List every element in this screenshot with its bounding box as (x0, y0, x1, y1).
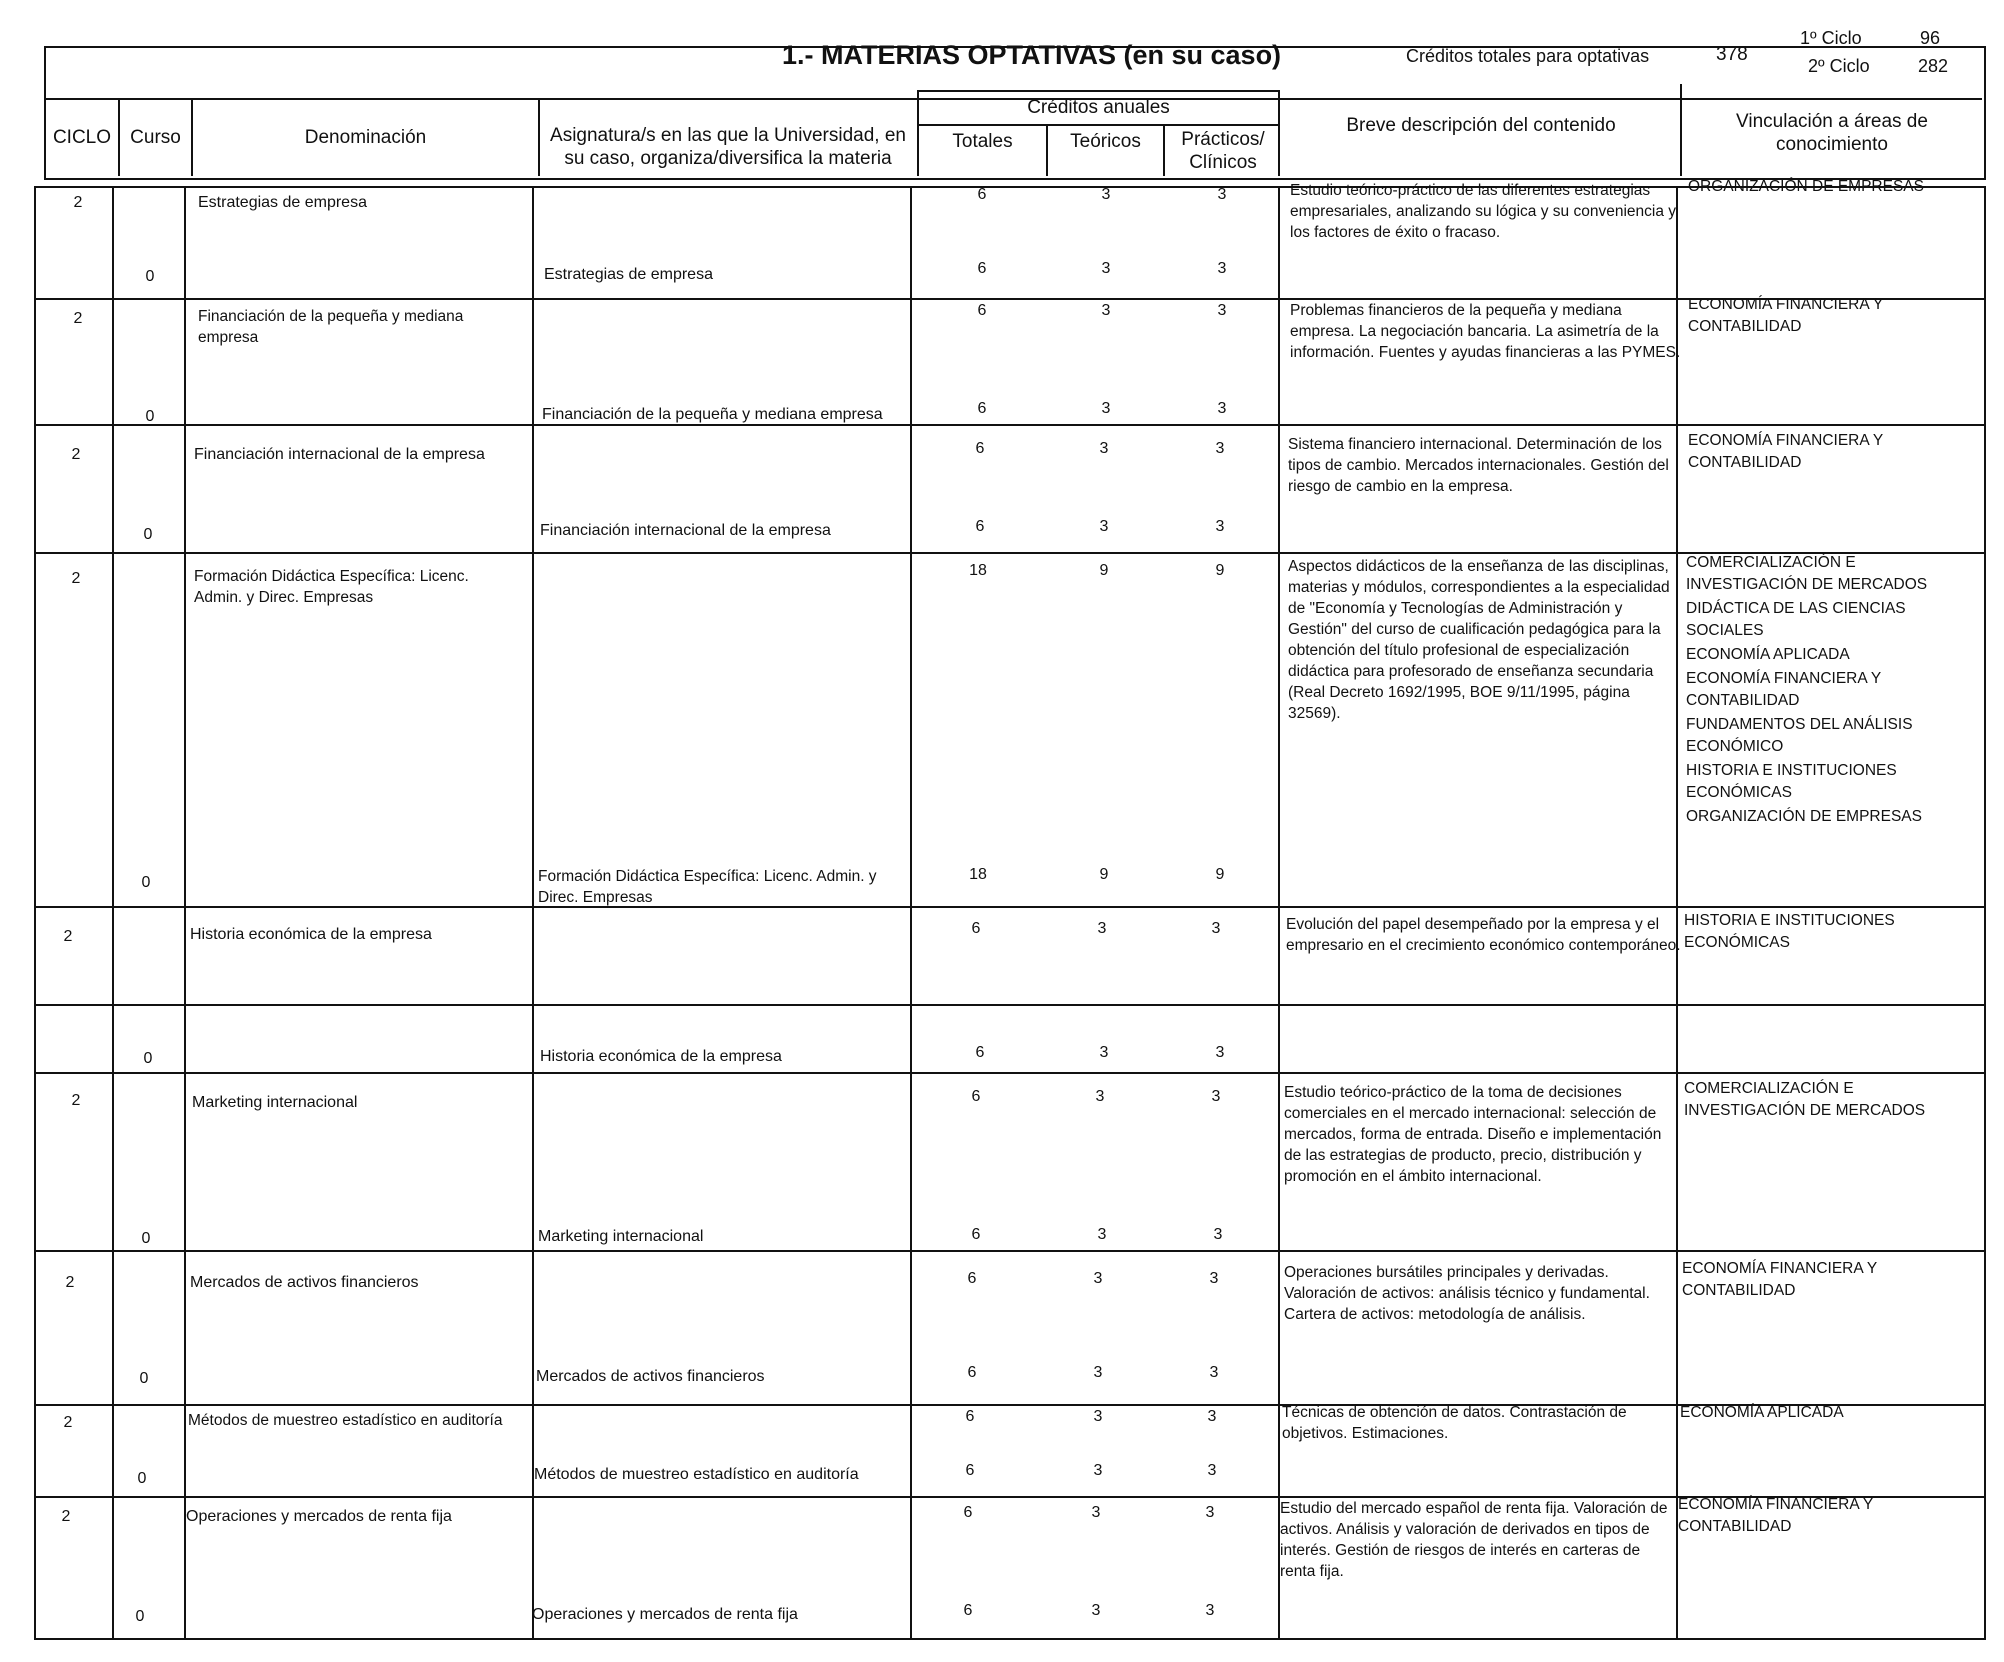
cell-asignatura: Estrategias de empresa (544, 266, 713, 283)
cell-teoricos-asignatura: 3 (1099, 1044, 1109, 1061)
cell-descripcion: Estudio del mercado español de renta fija. Valoración de activos. Análisis y valoración de derivados en tipos de interés. Gestión de riesgos de interés en carteras de renta fija. (1280, 1500, 1668, 1580)
cell-totales-asignatura: 18 (969, 866, 987, 883)
cell-totales-asignatura: 6 (977, 400, 987, 417)
cell-practicos-asignatura: 3 (1209, 1364, 1219, 1381)
cell-asignatura: Historia económica de la empresa (540, 1048, 782, 1065)
cell-practicos-materia: 3 (1217, 302, 1227, 319)
cell-denominacion: Estrategias de empresa (198, 194, 367, 211)
cell-asignatura: Formación Didáctica Específica: Licenc. Admin. y Direc. Empresas (538, 868, 877, 906)
cell-totales-materia: 6 (963, 1504, 973, 1521)
cell-area: ORGANIZACIÓN DE EMPRESAS (1688, 178, 1924, 195)
col-asignatura: Asignatura/s en las que la Universidad, en su caso, organiza/diversifica la materia (550, 125, 906, 169)
cell-asignatura: Financiación internacional de la empresa (540, 522, 831, 539)
cell-area: COMERCIALIZACIÓN E INVESTIGACIÓN DE MERCADOS (1684, 1080, 1926, 1119)
cell-area: ECONOMÍA APLICADA (1680, 1404, 1844, 1421)
cell-asignatura: Marketing internacional (538, 1228, 704, 1245)
cell-practicos-asignatura: 3 (1207, 1462, 1217, 1479)
cell-descripcion: Estudio teórico-práctico de la toma de decisiones comerciales en el mercado internacional: selección de mercados, forma de entrada. Diseño e implementación de las estrategias de producto, precio, distribución y promoción en el ámbito internacional. (1284, 1084, 1662, 1185)
cell-area: ECONOMÍA FINANCIERA Y CONTABILIDAD (1688, 432, 1883, 471)
cell-descripcion: Estudio teórico-práctico de las diferentes estrategias empresariales, analizando su lógica y su conveniencia y los factores de éxito o fracaso. (1290, 182, 1676, 241)
cell-area: ORGANIZACIÓN DE EMPRESAS (1686, 808, 1922, 825)
cell-teoricos-asignatura: 3 (1093, 1462, 1103, 1479)
cell-descripcion: Operaciones bursátiles principales y derivadas. Valoración de activos: análisis técnico y fundamental. Cartera de activos: metodología de análisis. (1284, 1264, 1650, 1323)
cell-curso: 0 (135, 1608, 145, 1625)
cell-denominacion: Métodos de muestreo estadístico en auditoría (188, 1412, 503, 1429)
cell-teoricos-asignatura: 3 (1101, 260, 1111, 277)
cell-totales-asignatura: 6 (963, 1602, 973, 1619)
cell-curso: 0 (143, 526, 153, 543)
cell-practicos-asignatura: 3 (1213, 1226, 1223, 1243)
cell-curso: 0 (137, 1470, 147, 1487)
cell-areas-list (1686, 552, 1976, 828)
cell-area: ECONOMÍA APLICADA (1686, 646, 1850, 663)
cell-totales-asignatura: 6 (977, 260, 987, 277)
ciclo1-value: 96 (1920, 28, 1941, 48)
cell-practicos-materia: 3 (1209, 1270, 1219, 1287)
cell-ciclo: 2 (63, 1414, 73, 1431)
cell-curso: 0 (143, 1050, 153, 1067)
cell-practicos-asignatura: 3 (1215, 518, 1225, 535)
ciclo2-label: 2º Ciclo (1808, 56, 1870, 76)
cell-totales-asignatura: 6 (965, 1462, 975, 1479)
cell-practicos-asignatura: 3 (1217, 400, 1227, 417)
cell-area: COMERCIALIZACIÓN E INVESTIGACIÓN DE MERCADOS (1686, 554, 1928, 593)
creditos-total: 378 (1716, 44, 1748, 65)
cell-curso: 0 (141, 874, 151, 891)
col-descripcion: Breve descripción del contenido (1346, 115, 1616, 136)
cell-teoricos-asignatura: 3 (1091, 1602, 1101, 1619)
cell-asignatura: Financiación de la pequeña y mediana empresa (542, 406, 883, 423)
cell-denominacion: Marketing internacional (192, 1094, 358, 1111)
cell-ciclo: 2 (63, 928, 73, 945)
cell-totales-materia: 6 (975, 440, 985, 457)
cell-ciclo: 2 (71, 1092, 81, 1109)
cell-denominacion: Operaciones y mercados de renta fija (186, 1508, 452, 1525)
cell-totales-asignatura: 6 (975, 1044, 985, 1061)
col-creditos-anuales: Créditos anuales (1027, 97, 1170, 118)
cell-ciclo: 2 (73, 310, 83, 327)
cell-asignatura: Métodos de muestreo estadístico en auditoría (534, 1466, 859, 1483)
cell-descripcion: Aspectos didácticos de la enseñanza de las disciplinas, materias y módulos, correspondientes a la especialidad de "Economía y Tecnologías de Administración y Gestión" del curso de cualificación pedagógica para la obtención del título profesional de especialización didáctica para profesorado de enseñanza secundaria (Real Decreto 1692/1995, BOE 9/11/1995, página 32569). (1288, 558, 1670, 722)
cell-ciclo: 2 (65, 1274, 75, 1291)
cell-teoricos-materia: 3 (1101, 302, 1111, 319)
cell-ciclo: 2 (61, 1508, 71, 1525)
cell-teoricos-materia: 3 (1099, 440, 1109, 457)
cell-teoricos-materia: 3 (1097, 920, 1107, 937)
cell-teoricos-materia: 3 (1091, 1504, 1101, 1521)
col-practicos: Prácticos/ Clínicos (1181, 129, 1265, 173)
cell-teoricos-materia: 3 (1093, 1408, 1103, 1425)
cell-teoricos-asignatura: 3 (1097, 1226, 1107, 1243)
cell-totales-materia: 6 (971, 920, 981, 937)
cell-area: DIDÁCTICA DE LAS CIENCIAS SOCIALES (1686, 600, 1906, 639)
cell-teoricos-asignatura: 3 (1099, 518, 1109, 535)
cell-area: ECONOMÍA FINANCIERA Y CONTABILIDAD (1682, 1260, 1877, 1299)
col-ciclo: CICLO (52, 127, 112, 148)
cell-practicos-materia: 3 (1215, 440, 1225, 457)
cell-practicos-materia: 3 (1217, 186, 1227, 203)
col-totales: Totales (952, 131, 1013, 152)
cell-curso: 0 (145, 268, 155, 285)
col-curso: Curso (130, 127, 181, 148)
col-denominacion: Denominación (304, 127, 427, 148)
cell-teoricos-materia: 9 (1099, 562, 1109, 579)
cell-practicos-materia: 9 (1215, 562, 1225, 579)
cell-descripcion: Técnicas de obtención de datos. Contrastación de objetivos. Estimaciones. (1282, 1404, 1627, 1442)
cell-area: ECONOMÍA FINANCIERA Y CONTABILIDAD (1688, 296, 1883, 335)
cell-totales-asignatura: 6 (967, 1364, 977, 1381)
cell-curso: 0 (141, 1230, 151, 1247)
cell-denominacion: Financiación internacional de la empresa (194, 446, 485, 463)
cell-teoricos-asignatura: 3 (1093, 1364, 1103, 1381)
ciclo1-label: 1º Ciclo (1800, 28, 1862, 48)
cell-ciclo: 2 (73, 194, 83, 211)
cell-teoricos-materia: 3 (1093, 1270, 1103, 1287)
cell-practicos-materia: 3 (1211, 920, 1221, 937)
cell-area: ECONOMÍA FINANCIERA Y CONTABILIDAD (1678, 1496, 1873, 1535)
cell-practicos-asignatura: 3 (1215, 1044, 1225, 1061)
cell-ciclo: 2 (71, 446, 81, 463)
cell-descripcion: Evolución del papel desempeñado por la empresa y el empresario en el crecimiento económico contemporáneo. (1286, 916, 1681, 954)
cell-totales-materia: 18 (969, 562, 987, 579)
cell-totales-materia: 6 (967, 1270, 977, 1287)
cell-denominacion: Mercados de activos financieros (190, 1274, 419, 1291)
cell-denominacion: Historia económica de la empresa (190, 926, 432, 943)
cell-curso: 0 (139, 1370, 149, 1387)
cell-practicos-materia: 3 (1207, 1408, 1217, 1425)
cell-curso: 0 (145, 408, 155, 425)
col-vinculacion: Vinculación a áreas de conocimiento (1736, 111, 1928, 155)
col-teoricos: Teóricos (1070, 131, 1141, 152)
cell-totales-materia: 6 (977, 302, 987, 319)
cell-totales-materia: 6 (965, 1408, 975, 1425)
cell-ciclo: 2 (71, 570, 81, 587)
cell-area: HISTORIA E INSTITUCIONES ECONÓMICAS (1686, 762, 1897, 801)
ciclo2-value: 282 (1918, 56, 1949, 76)
cell-teoricos-asignatura: 9 (1099, 866, 1109, 883)
cell-denominacion: Financiación de la pequeña y mediana empresa (198, 308, 464, 346)
cell-descripcion: Sistema financiero internacional. Determinación de los tipos de cambio. Mercados internacionales. Gestión del riesgo de cambio en la empresa. (1288, 436, 1669, 495)
cell-asignatura: Mercados de activos financieros (536, 1368, 765, 1385)
cell-practicos-asignatura: 3 (1205, 1602, 1215, 1619)
cell-totales-materia: 6 (977, 186, 987, 203)
cell-descripcion: Problemas financieros de la pequeña y mediana empresa. La negociación bancaria. La asimetría de la información. Fuentes y ayudas financieras a las PYMES. (1290, 302, 1681, 361)
creditos-label: Créditos totales para optativas (1406, 46, 1650, 66)
cell-practicos-asignatura: 9 (1215, 866, 1225, 883)
cell-area: HISTORIA E INSTITUCIONES ECONÓMICAS (1684, 912, 1895, 951)
cell-practicos-materia: 3 (1211, 1088, 1221, 1105)
cell-totales-asignatura: 6 (971, 1226, 981, 1243)
cell-practicos-asignatura: 3 (1217, 260, 1227, 277)
cell-area: ECONOMÍA FINANCIERA Y CONTABILIDAD (1686, 670, 1881, 709)
cell-asignatura: Operaciones y mercados de renta fija (532, 1606, 798, 1623)
cell-totales-asignatura: 6 (975, 518, 985, 535)
cell-teoricos-materia: 3 (1095, 1088, 1105, 1105)
cell-teoricos-materia: 3 (1101, 186, 1111, 203)
cell-totales-materia: 6 (971, 1088, 981, 1105)
cell-practicos-materia: 3 (1205, 1504, 1215, 1521)
cell-area: FUNDAMENTOS DEL ANÁLISIS ECONÓMICO (1686, 716, 1913, 755)
cell-teoricos-asignatura: 3 (1101, 400, 1111, 417)
cell-denominacion: Formación Didáctica Específica: Licenc. Admin. y Direc. Empresas (194, 568, 469, 606)
page-title: 1.- MATERIAS OPTATIVAS (en su caso) (782, 40, 1282, 70)
